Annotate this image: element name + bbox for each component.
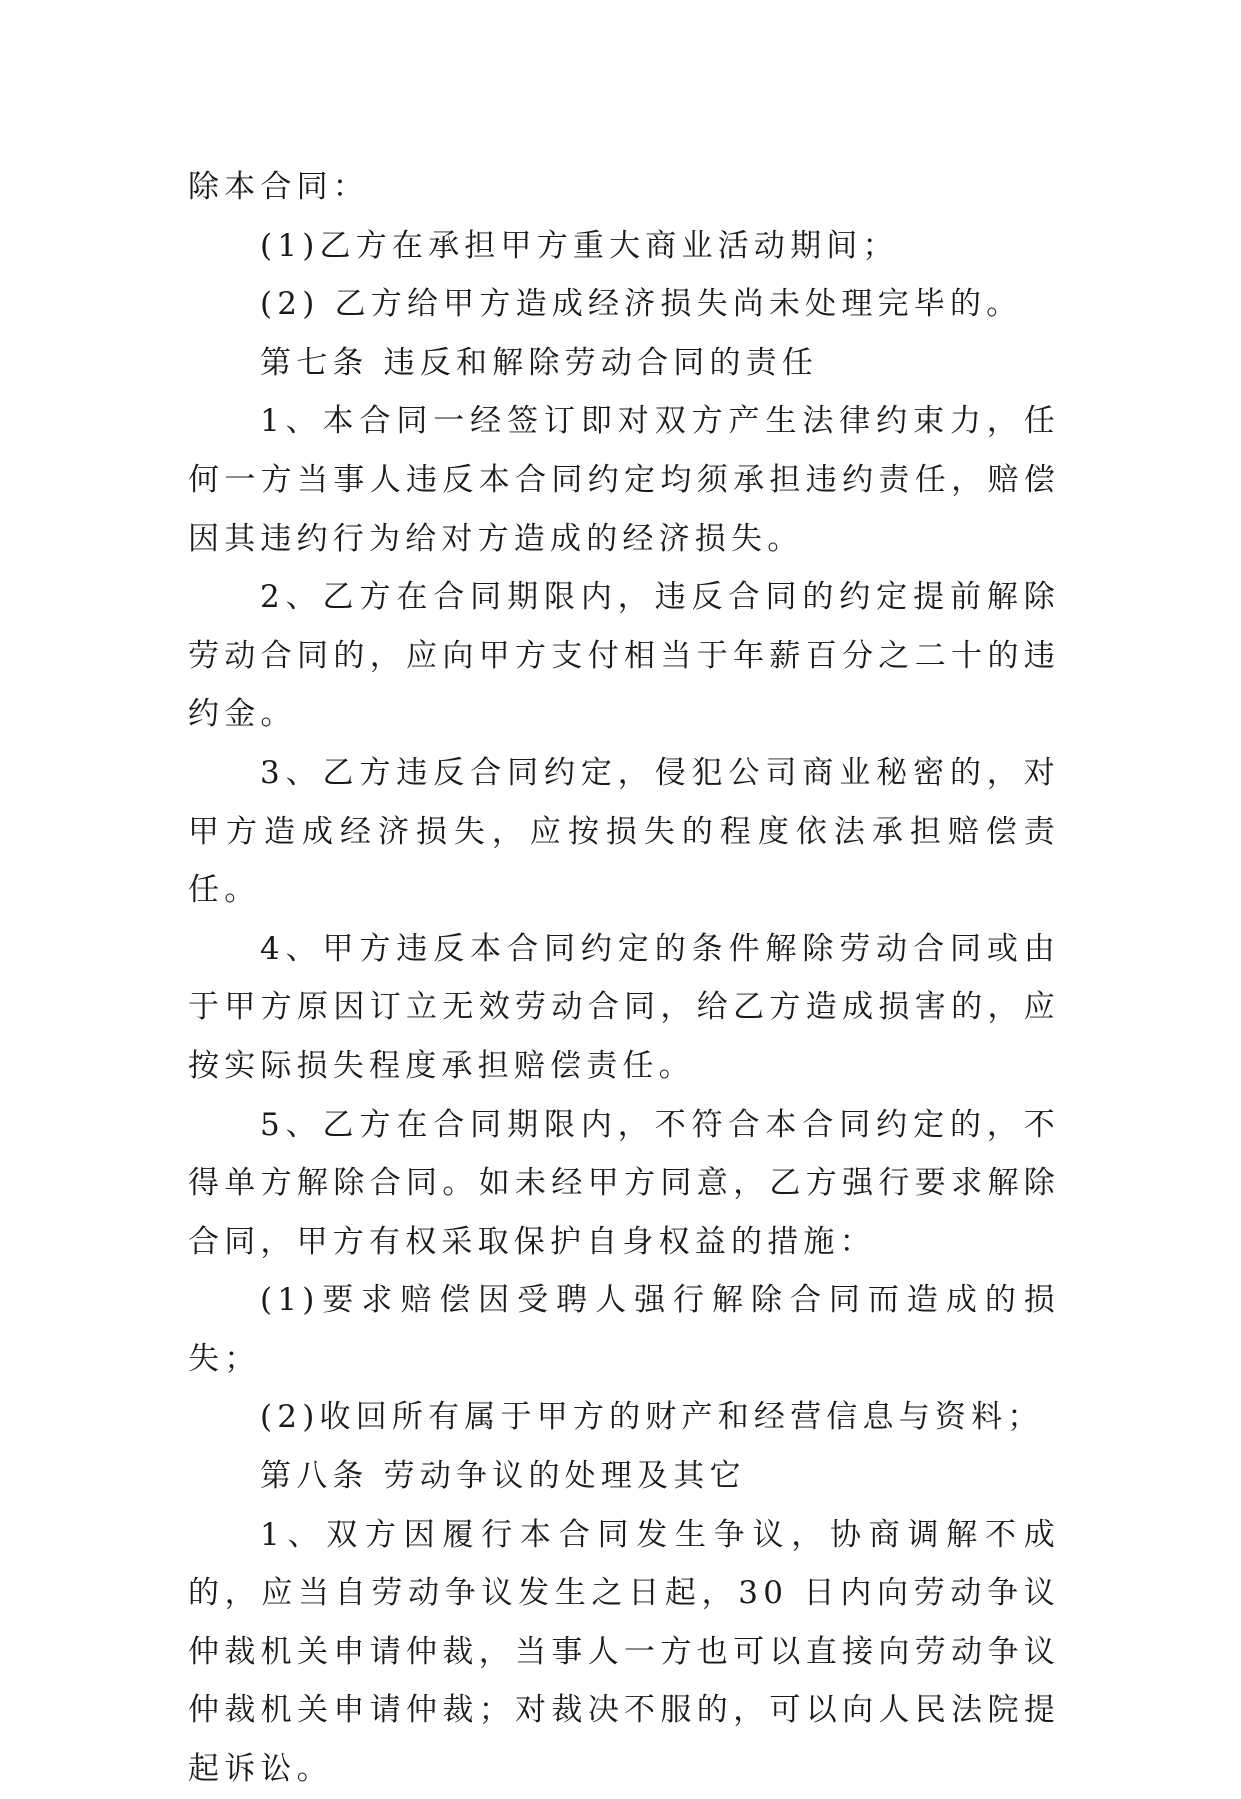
paragraph-item-2-economic-loss: (2) 乙方给甲方造成经济损失尚未处理完毕的。 [260,286,1023,323]
paragraph-contract-termination-tail: 除本合同： [188,169,369,205]
paragraph-article-7-clause-3: 3、乙方违反合同约定，侵犯公司商业秘密的，对甲方造成经济损失，应按损失的程度依法承担赔偿责任。 [188,754,1060,909]
paragraph-clause-5-item-1: (1)要求赔偿因受聘人强行解除合同而造成的损失； [188,1282,1060,1377]
document-body [188,158,1060,1799]
paragraph-article-7-clause-5: 5、乙方在合同期限内，不符合本合同约定的，不得单方解除合同。如未经甲方同意，乙方强行要求解除合同，甲方有权采取保护自身权益的措施： [188,1106,1060,1260]
paragraph-item-1-business-activity: (1)乙方在承担甲方重大商业活动期间； [260,227,899,264]
section-heading-article-7: 第七条 违反和解除劳动合同的责任 [260,344,819,381]
paragraph-article-7-clause-4: 4、甲方违反本合同约定的条件解除劳动合同或由于甲方原因订立无效劳动合同，给乙方造成损害的，应按实际损失程度承担赔偿责任。 [188,930,1060,1084]
paragraph-clause-5-item-2: (2)收回所有属于甲方的财产和经营信息与资料； [260,1399,1044,1436]
paragraph-article-7-clause-1: 1、本合同一经签订即对双方产生法律约束力，任何一方当事人违反本合同约定均须承担违约责任，赔偿因其违约行为给对方造成的经济损失。 [188,403,1060,557]
paragraph-article-7-clause-2: 2、乙方在合同期限内，违反合同的约定提前解除劳动合同的，应向甲方支付相当于年薪百分之二十的违约金。 [188,579,1060,733]
paragraph-article-8-clause-1: 1、双方因履行本合同发生争议，协商调解不成的，应当自劳动争议发生之日起，30 日内向劳动争议仲裁机关申请仲裁，当事人一方也可以直接向劳动争议仲裁机关申请仲裁；对裁决不服的，可以向人民法院提起诉讼。 [188,1516,1060,1788]
section-heading-article-8: 第八条 劳动争议的处理及其它 [260,1458,746,1495]
